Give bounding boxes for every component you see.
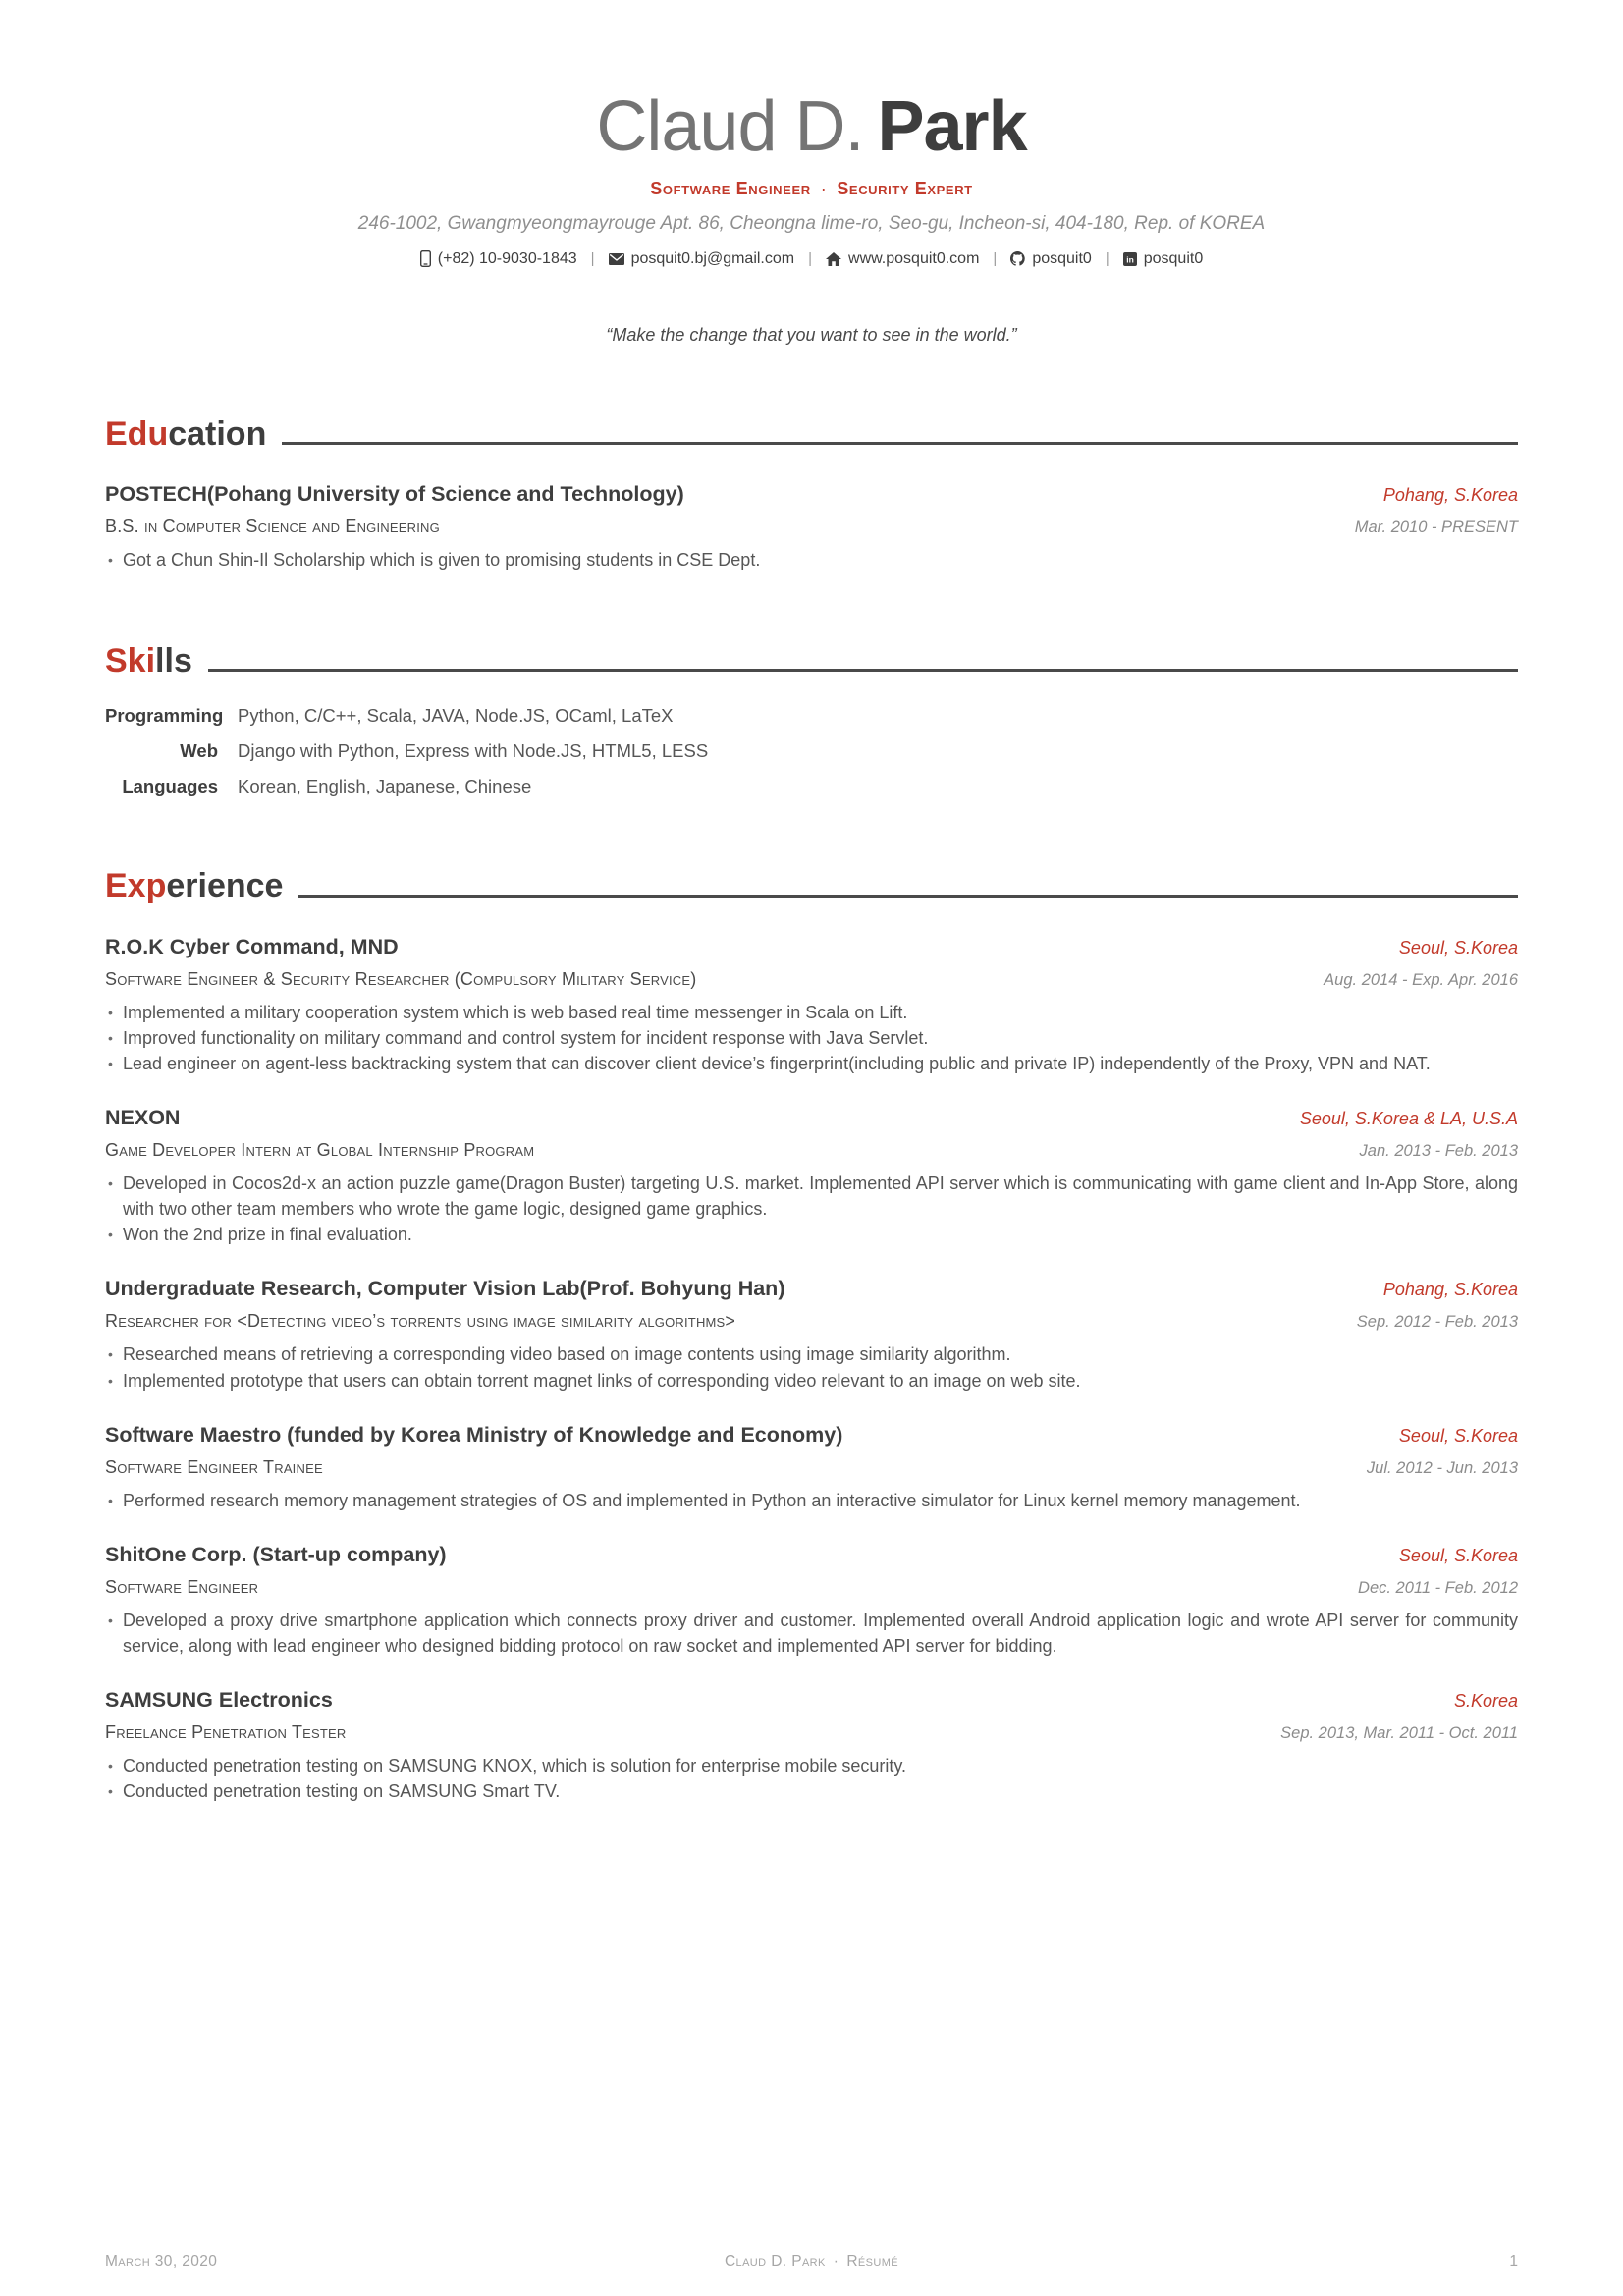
address-line: 246-1002, Gwangmyeongmayrouge Apt. 86, Cheongna lime-ro, Seo-gu, Incheon-si, 404-180, Rep. of KOREA	[357, 212, 1266, 234]
entry-position: Researcher for <Detecting video’s torrents using image similarity algorithms>	[105, 1311, 736, 1332]
section-title-experience	[105, 868, 1518, 904]
github-username: posquit0	[1032, 249, 1092, 267]
section-rule	[298, 895, 1518, 898]
bullet-list	[105, 547, 1518, 573]
section-title-rest: erience	[166, 867, 284, 905]
entry-position: Game Developer Intern at Global Internship Program	[105, 1140, 535, 1161]
bullet-item: • Lead engineer on agent-less backtracking system that can discover client device’s fingerprint(including public and private IP) independently of the Proxy, VPN and NAT.	[105, 1051, 1518, 1076]
contact-separator: |	[590, 250, 595, 268]
skill-label: Web	[180, 740, 218, 762]
subtitle-role-2: Security Expert	[837, 178, 973, 198]
entry-position: Software Engineer Trainee	[105, 1456, 323, 1477]
entry-dates: Dec. 2011 - Feb. 2012	[1358, 1578, 1518, 1597]
bullet-item: • Conducted penetration testing on SAMSUNG Smart TV.	[105, 1778, 1518, 1804]
entry-title: Software Maestro (funded by Korea Ministry of Knowledge and Economy)	[105, 1422, 843, 1447]
homepage-link[interactable]	[826, 250, 979, 268]
page-footer	[105, 2253, 1518, 2270]
entry-dates: Mar. 2010 - PRESENT	[1354, 518, 1518, 536]
entry-dates: Sep. 2013, Mar. 2011 - Oct. 2011	[1280, 1723, 1518, 1742]
home-icon	[826, 252, 841, 266]
resume-header	[105, 0, 1518, 268]
bullet-item: • Implemented a military cooperation system which is web based real time messenger in Scala on Lift.	[105, 1000, 1518, 1025]
position-subtitle	[105, 179, 1518, 199]
bullet-list	[105, 1488, 1518, 1513]
section-education	[105, 416, 1518, 573]
mobile-icon	[420, 250, 431, 267]
bullet-list	[105, 1000, 1518, 1076]
bullet-item: • Improved functionality on military command and control system for incident response with Java Servlet.	[105, 1025, 1518, 1051]
entry-dates: Jan. 2013 - Feb. 2013	[1359, 1142, 1518, 1161]
footer-page-number: 1	[1509, 2253, 1518, 2269]
email-address: posquit0.bj@gmail.com	[630, 249, 795, 267]
skill-label: Languages	[122, 776, 218, 797]
entry-position: Software Engineer & Security Researcher (Compulsory Military Service)	[105, 968, 697, 989]
bullet-item: • Researched means of retrieving a corresponding video based on image contents using image similarity algorithm.	[105, 1341, 1518, 1367]
entry-location: Pohang, S.Korea	[1382, 484, 1518, 505]
first-name: Claud D.	[596, 87, 864, 166]
subtitle-separator: ·	[820, 178, 828, 198]
skill-label: Programming	[105, 705, 224, 727]
entry-location: Seoul, S.Korea	[1398, 937, 1518, 957]
footer-doctype: Résumé	[846, 2253, 899, 2269]
skill-value: Django with Python, Express with Node.JS, HTML5, LESS	[238, 740, 709, 762]
section-title-rest: lls	[155, 642, 192, 681]
footer-author: Claud D. Park	[724, 2253, 826, 2269]
entry-position: Freelance Penetration Tester	[105, 1722, 347, 1742]
entry-dates: Aug. 2014 - Exp. Apr. 2016	[1324, 970, 1518, 989]
skill-row-languages	[105, 776, 1518, 797]
experience-entry	[105, 1543, 1518, 1659]
footer-title	[105, 2253, 1518, 2270]
experience-entry	[105, 1423, 1518, 1513]
bullet-list	[105, 1341, 1518, 1393]
section-title-accent: Edu	[105, 414, 169, 453]
github-link[interactable]	[1010, 250, 1092, 268]
svg-text:in: in	[1125, 254, 1134, 265]
bullet-item: • Developed in Cocos2d-x an action puzzle game(Dragon Buster) targeting U.S. market. Implemented API server which is communicating with game client and In-App Store, along with two other team members who wrote the game logic, designed game graphics.	[105, 1171, 1518, 1222]
person-name	[105, 87, 1518, 166]
bullet-item: • Won the 2nd prize in final evaluation.	[105, 1222, 1518, 1247]
bullet-item: • Developed a proxy drive smartphone application which connects proxy driver and customer. Implemented overall Android application logic and wrote API server for community service, along with lead engineer who designed bidding protocol on raw socket and implemented API server for bidding.	[105, 1608, 1518, 1659]
entry-location: Seoul, S.Korea & LA, U.S.A	[1299, 1109, 1518, 1129]
skills-table	[105, 705, 1518, 797]
footer-date: March 30, 2020	[105, 2253, 218, 2269]
skill-value: Korean, English, Japanese, Chinese	[238, 776, 532, 797]
footer-separator: ·	[833, 2253, 839, 2269]
bullet-item: • Conducted penetration testing on SAMSUNG KNOX, which is solution for enterprise mobile security.	[105, 1753, 1518, 1778]
envelope-icon	[609, 253, 624, 265]
section-title-accent: Ski	[105, 642, 156, 681]
entry-title: ShitOne Corp. (Start-up company)	[105, 1542, 447, 1566]
entry-location: Seoul, S.Korea	[1398, 1425, 1518, 1446]
section-rule	[208, 669, 1518, 672]
education-entry	[105, 482, 1518, 573]
skill-row-programming	[105, 705, 1518, 727]
linkedin-icon	[1123, 252, 1137, 266]
entry-location: Seoul, S.Korea	[1398, 1545, 1518, 1565]
bullet-item: • Performed research memory management strategies of OS and implemented in Python an interactive simulator for Linux kernel memory management.	[105, 1488, 1518, 1513]
section-title-education	[105, 416, 1518, 453]
skill-value: Python, C/C++, Scala, JAVA, Node.JS, OCaml, LaTeX	[238, 705, 674, 727]
phone-link[interactable]	[420, 250, 577, 268]
linkedin-link[interactable]	[1123, 250, 1204, 268]
entry-location: S.Korea	[1453, 1690, 1518, 1711]
phone-number: (+82) 10-9030-1843	[437, 249, 577, 267]
email-link[interactable]	[609, 250, 795, 268]
entry-title: Undergraduate Research, Computer Vision Lab(Prof. Bohyung Han)	[105, 1277, 785, 1301]
entry-title: R.O.K Cyber Command, MND	[105, 934, 399, 958]
section-title-skills	[105, 643, 1518, 680]
entry-position: Software Engineer	[105, 1576, 259, 1597]
entry-title: NEXON	[105, 1106, 181, 1130]
linkedin-username: posquit0	[1143, 249, 1204, 267]
contact-separator: |	[1105, 250, 1109, 268]
homepage-url: www.posquit0.com	[848, 249, 980, 267]
last-name: Park	[877, 87, 1027, 166]
section-experience	[105, 868, 1518, 1804]
github-icon	[1010, 251, 1025, 266]
bullet-list	[105, 1753, 1518, 1804]
bullet-list	[105, 1608, 1518, 1659]
entry-dates: Sep. 2012 - Feb. 2013	[1356, 1313, 1518, 1332]
entry-location: Pohang, S.Korea	[1382, 1280, 1518, 1300]
skill-row-web	[105, 740, 1518, 762]
entry-title: SAMSUNG Electronics	[105, 1687, 333, 1712]
experience-entry	[105, 1106, 1518, 1247]
experience-entry	[105, 1277, 1518, 1393]
entry-dates: Jul. 2012 - Jun. 2013	[1366, 1458, 1518, 1477]
contact-separator: |	[808, 250, 813, 268]
bullet-list	[105, 1171, 1518, 1247]
section-rule	[282, 442, 1518, 445]
bullet-item: • Implemented prototype that users can obtain torrent magnet links of corresponding video relevant to an image on web site.	[105, 1368, 1518, 1394]
personal-quote: “Make the change that you want to see in the world.”	[606, 324, 1017, 345]
experience-entry	[105, 1688, 1518, 1804]
contact-separator: |	[993, 250, 998, 268]
experience-entry	[105, 935, 1518, 1076]
contact-bar	[105, 250, 1518, 268]
entry-position: B.S. in Computer Science and Engineering	[105, 516, 440, 536]
subtitle-role-1: Software Engineer	[650, 178, 811, 198]
bullet-item: • Got a Chun Shin-Il Scholarship which is given to promising students in CSE Dept.	[105, 547, 1518, 573]
section-title-accent: Exp	[105, 867, 167, 905]
entry-title: POSTECH(Pohang University of Science and Technology)	[105, 481, 684, 506]
section-title-rest: cation	[168, 414, 267, 453]
section-skills	[105, 643, 1518, 797]
